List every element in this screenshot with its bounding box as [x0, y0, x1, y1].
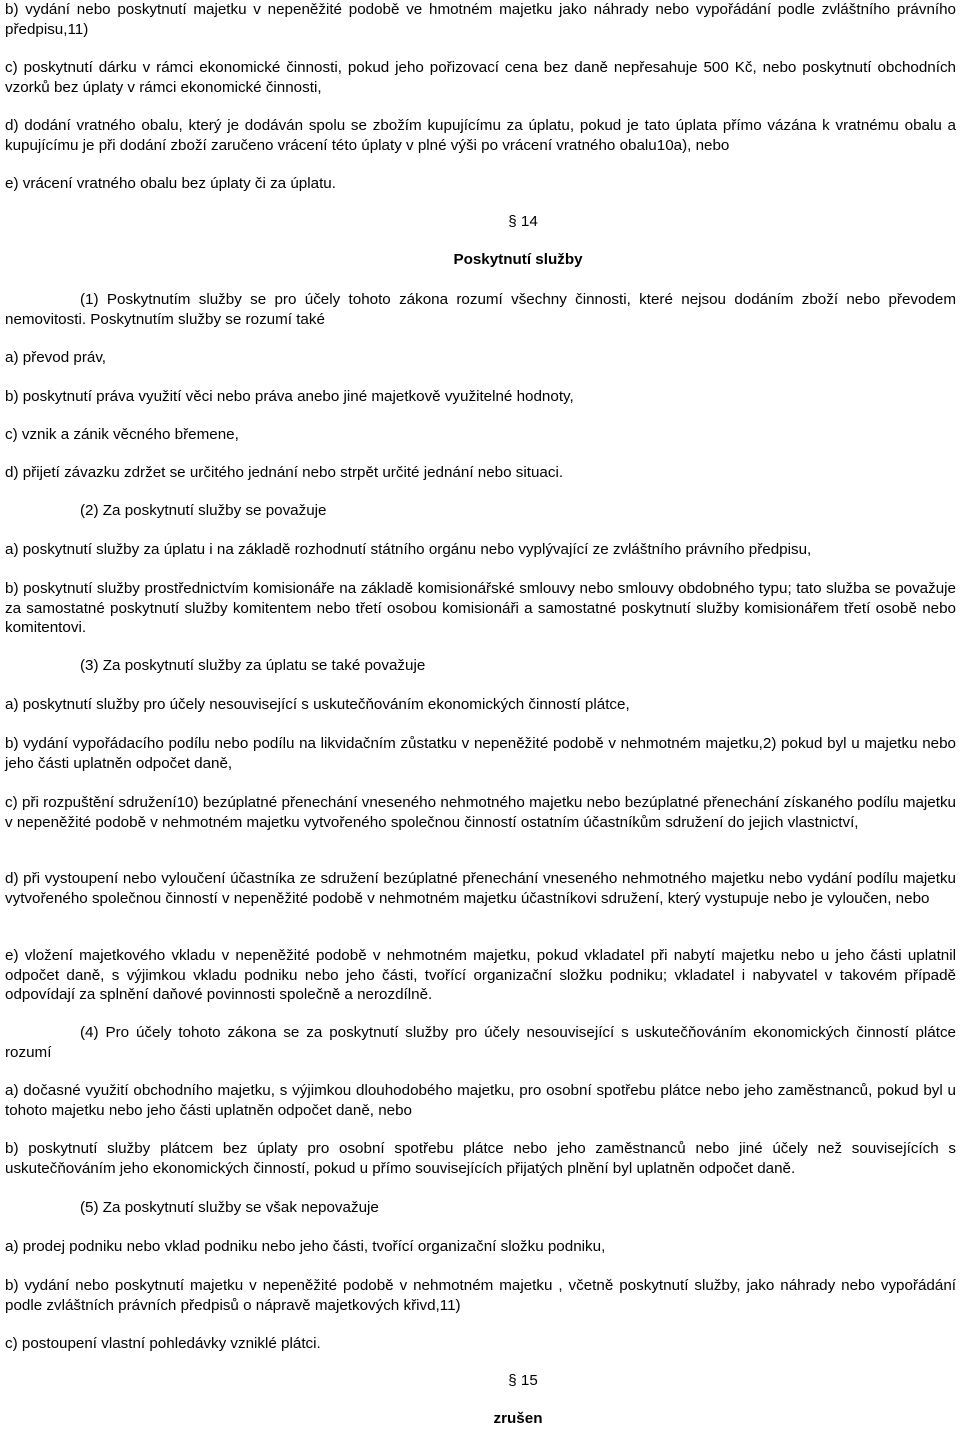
paragraph-14-3: (3) Za poskytnutí služby za úplatu se také považuje	[80, 657, 426, 674]
paragraph-14-2: (2) Za poskytnutí služby se považuje	[80, 502, 327, 519]
paragraph-14-5a: a) prodej podniku nebo vklad podniku nebo jeho části, tvořící organizační složku podniku,	[5, 1238, 606, 1255]
section-title-14: Poskytnutí služby	[453, 251, 583, 268]
paragraph-14-3e: e) vložení majetkového vkladu v nepeněžité podobě v nehmotném majetku, pokud vkladatel při nabytí majetku nebo u jeho části uplatnil odpočet daně, s výjimkou vkladu podniku nebo jeho části, tvořící organizační složku podniku; vkladatel i nabyvatel v takovém případě odpovídají za splnění daňové povinnosti společně a nerozdílně.	[5, 947, 956, 1003]
paragraph-14-1: (1) Poskytnutím služby se pro účely tohoto zákona rozumí všechny činnosti, které nejsou dodáním zboží nebo převodem nemovitosti. Poskytnutím služby se rozumí také	[5, 291, 956, 328]
paragraph-14-1d: d) přijetí závazku zdržet se určitého jednání nebo strpět určité jednání nebo situaci.	[5, 464, 564, 481]
paragraph-14-2b: b) poskytnutí služby prostřednictvím komisionáře na základě komisionářské smlouvy nebo smlouvy obdobného typu; tato služba se považuje za samostatné poskytnutí služby komitentem nebo třetí osobou komisionáři a samostatné poskytnutí služby komisionářem třetí osobě nebo komitentovi.	[5, 580, 956, 636]
paragraph-14-3b: b) vydání vypořádacího podílu nebo podílu na likvidačním zůstatku v nepeněžité podobě v nehmotném majetku,2) pokud byl u majetku nebo jeho části uplatněn odpočet daně,	[5, 735, 956, 772]
paragraph-14-3c: c) při rozpuštění sdružení10) bezúplatné přenechání vneseného nehmotného majetku nebo bezúplatné přenechání získaného podílu majetku v nepeněžité podobě v nehmotném majetku vytvořeného společnou činností ostatním účastníkům sdružení do jejich vlastnictví,	[5, 794, 956, 831]
paragraph-14-5: (5) Za poskytnutí služby se však nepovažuje	[80, 1199, 379, 1216]
paragraph-14-3d: d) při vystoupení nebo vyloučení účastníka ze sdružení bezúplatné přenechání vneseného nehmotného majetku nebo vydání podílu majetku vytvořeného společnou činností v nepeněžité podobě v nehmotném majetku účastníkovi sdružení, který vystupuje nebo je vyloučen, nebo	[5, 870, 956, 907]
paragraph-e-top: e) vrácení vratného obalu bez úplaty či za úplatu.	[5, 175, 336, 192]
paragraph-14-5c: c) postoupení vlastní pohledávky vzniklé plátci.	[5, 1335, 321, 1352]
paragraph-14-2a: a) poskytnutí služby za úplatu i na základě rozhodnutí státního orgánu nebo vyplývající ze zvláštního právního předpisu,	[5, 541, 812, 558]
paragraph-c-top: c) poskytnutí dárku v rámci ekonomické činnosti, pokud jeho pořizovací cena bez daně nepřesahuje 500 Kč, nebo poskytnutí obchodních vzorků bez úplaty v rámci ekonomické činnosti,	[5, 59, 956, 96]
paragraph-14-1c: c) vznik a zánik věcného břemene,	[5, 426, 239, 443]
paragraph-b-top: b) vydání nebo poskytnutí majetku v nepeněžité podobě ve hmotném majetku jako náhrady nebo vypořádání podle zvláštního právního předpisu,11)	[5, 1, 956, 38]
paragraph-14-4a: a) dočasné využití obchodního majetku, s výjimkou dlouhodobého majetku, pro osobní spotřebu plátce nebo jeho zaměstnanců, pokud byl u tohoto majetku nebo jeho části uplatněn odpočet daně, nebo	[5, 1082, 956, 1119]
section-number-15: § 15	[508, 1372, 538, 1389]
paragraph-14-4b: b) poskytnutí služby plátcem bez úplaty pro osobní spotřebu plátce nebo jeho zaměstnanců nebo jiné účely než souvisejících s uskutečňováním jeho ekonomických činností, pokud u přímo souvisejících přijatých plnění byl uplatněn odpočet daně.	[5, 1140, 956, 1177]
paragraph-14-1a: a) převod práv,	[5, 349, 107, 366]
section-number-14: § 14	[508, 213, 538, 230]
paragraph-14-5b: b) vydání nebo poskytnutí majetku v nepeněžité podobě v nehmotném majetku , včetně poskytnutí služby, jako náhrady nebo vypořádání podle zvláštních právních předpisů o nápravě majetkových křivd,11)	[5, 1277, 956, 1314]
paragraph-d-top: d) dodání vratného obalu, který je dodáván spolu se zbožím kupujícímu za úplatu, pokud je tato úplata přímo vázána k vratnému obalu a kupujícímu je při dodání zboží zaručeno vrácení této úplaty v plné výši po vrácení vratného obalu10a), nebo	[5, 117, 956, 154]
paragraph-14-3a: a) poskytnutí služby pro účely nesouvisející s uskutečňováním ekonomických činností plátce,	[5, 696, 630, 713]
paragraph-14-4: (4) Pro účely tohoto zákona se za poskytnutí služby pro účely nesouvisející s uskutečňováním ekonomických činností plátce rozumí	[5, 1024, 956, 1061]
paragraph-14-1b: b) poskytnutí práva využití věci nebo práva anebo jiné majetkově využitelné hodnoty,	[5, 388, 574, 405]
section-title-15: zrušen	[493, 1410, 543, 1427]
